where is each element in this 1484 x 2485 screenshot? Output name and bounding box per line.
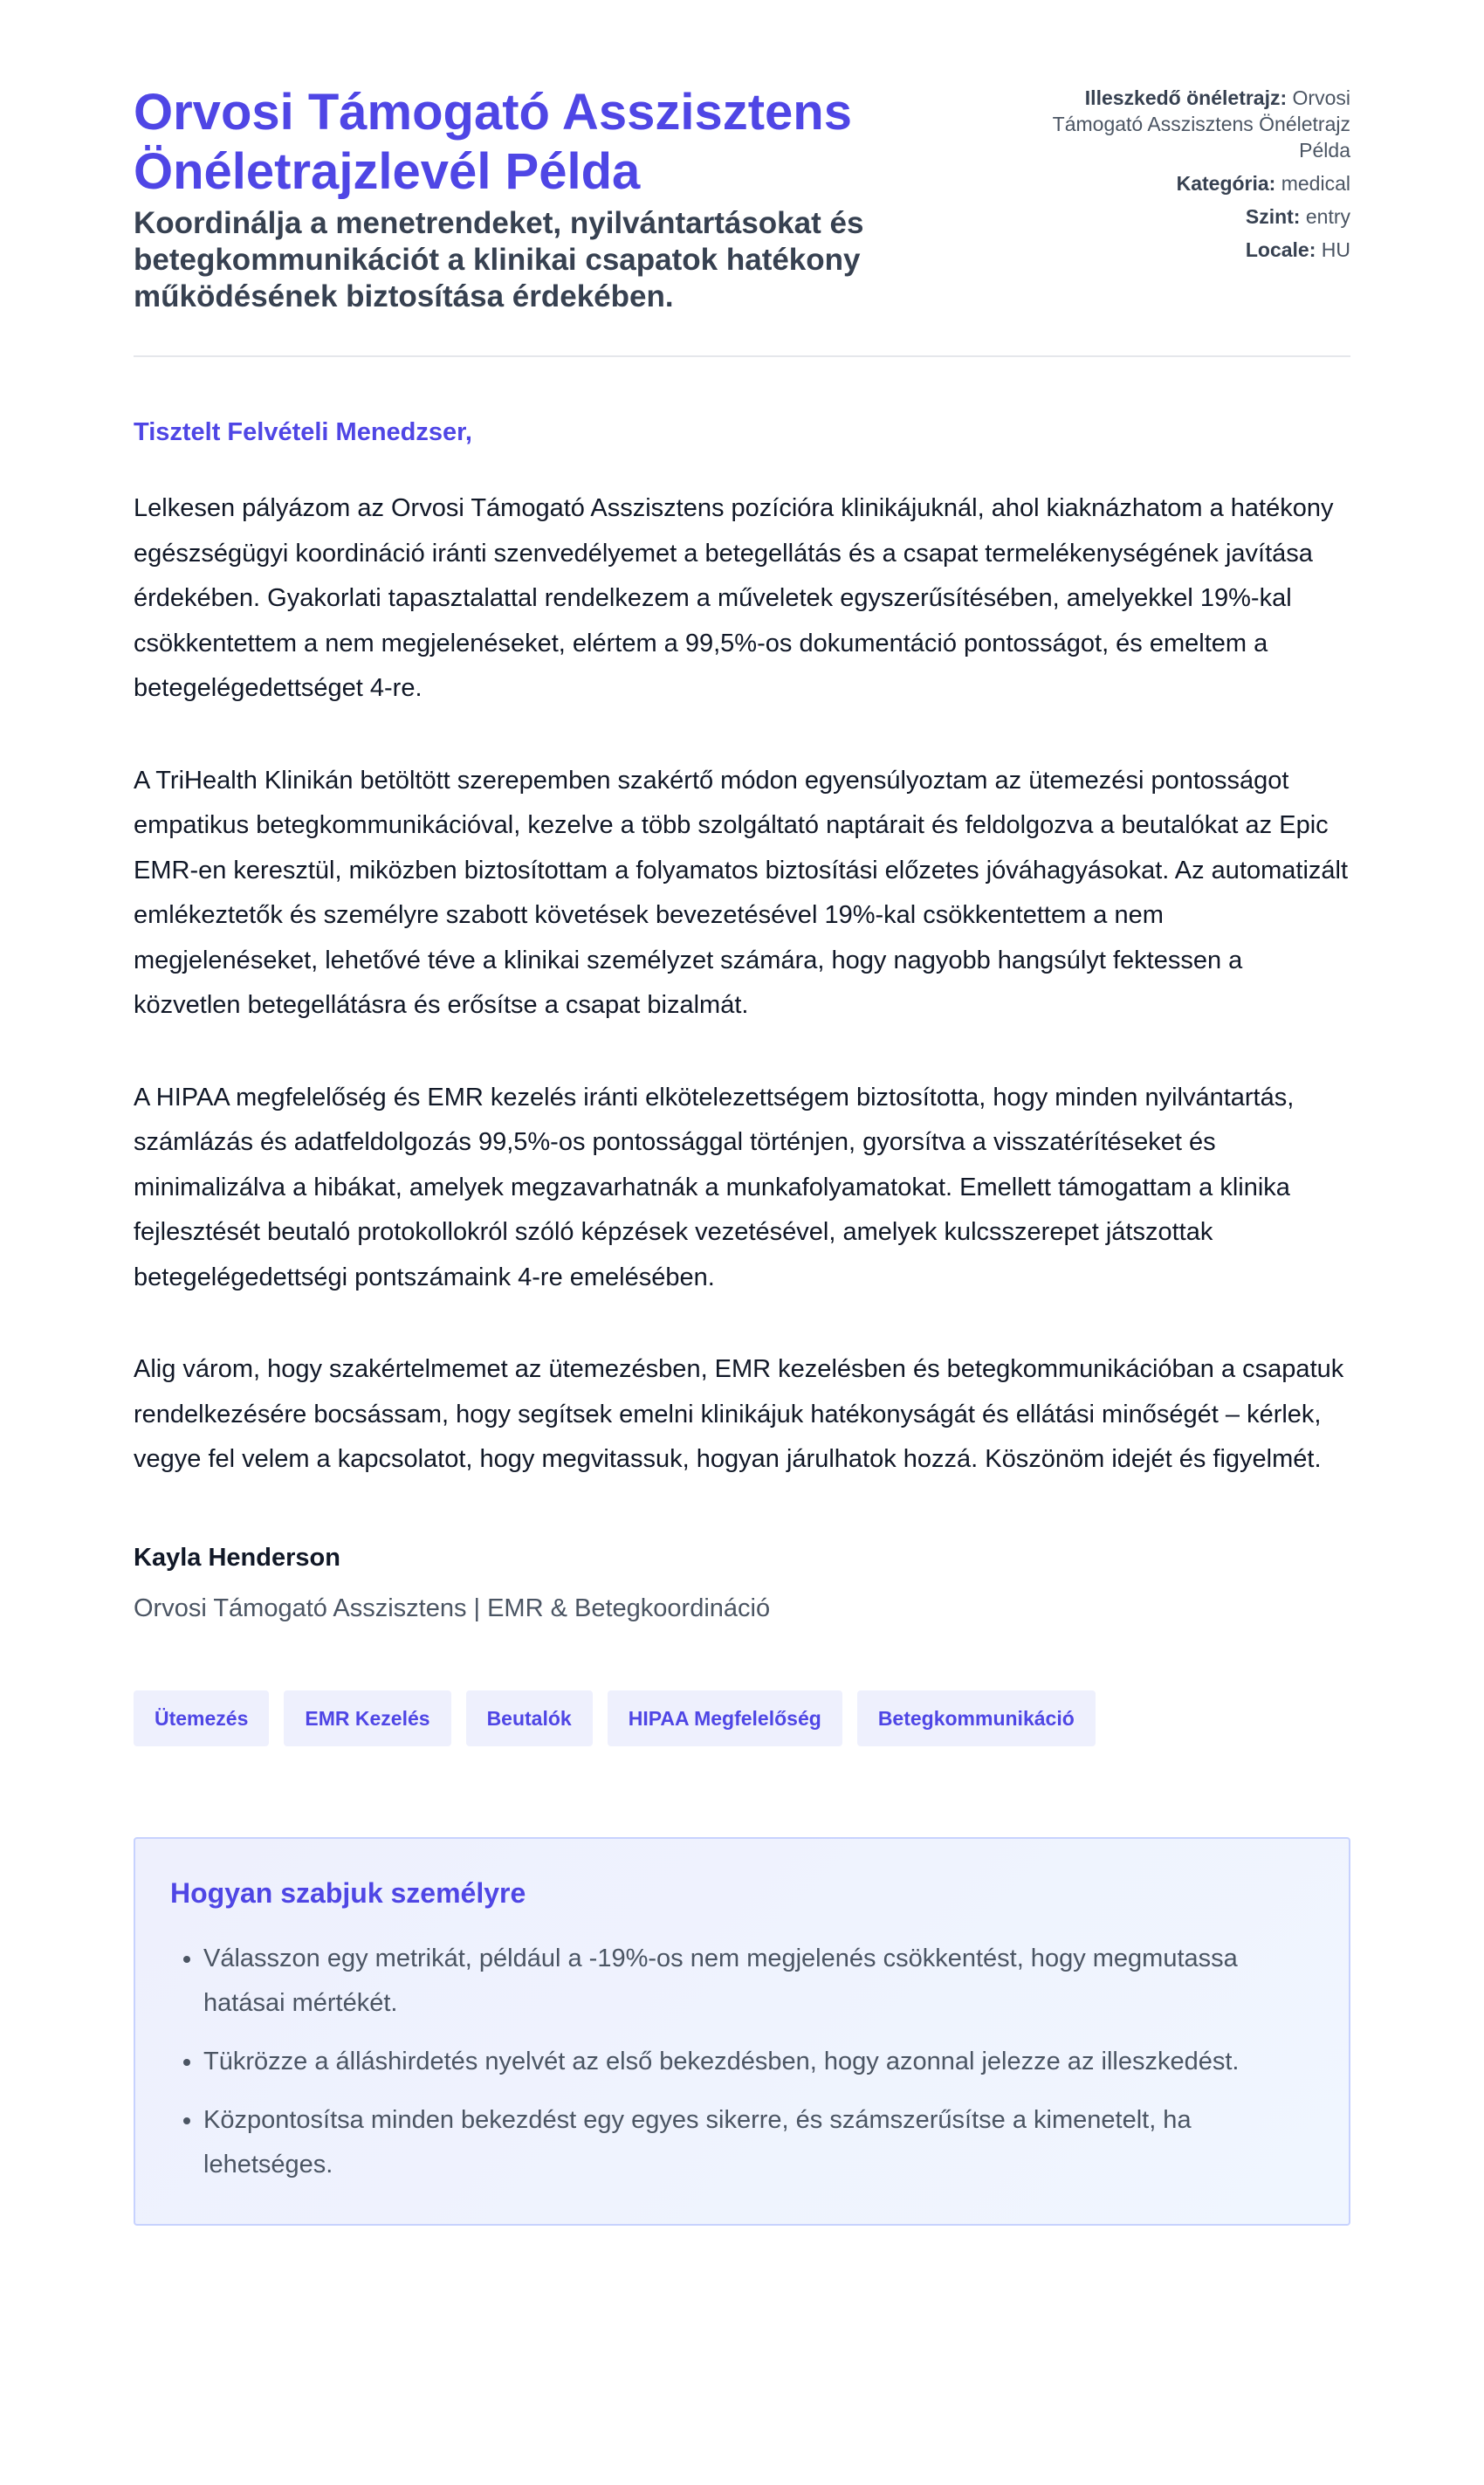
- letter-paragraph: Lelkesen pályázom az Orvosi Támogató Asszisztens pozícióra klinikájuknál, ahol kiaknázhatom a hatékony egészségügyi koordináció iránti szenvedélyemet a betegellátás és a csapat termelékenységének javítása érdekében. Gyakorlati tapasztalattal rendelkezem a műveletek egyszerűsítésében, amelyekkel 19%-kal csökkentettem a nem megjelenéseket, elértem a 99,5%-os dokumentáció pontosságot, és emeltem a betegelégedettséget 4-re.: [134, 494, 1334, 702]
- meta-category-label: Kategória:: [1176, 172, 1276, 195]
- letter-salutation: Tisztelt Felvételi Menedzser,: [134, 418, 472, 446]
- skill-tags: [134, 1690, 1350, 1746]
- meta-matching-resume: [1036, 85, 1350, 163]
- tip-item: • Központosítsa minden bekezdést egy egyes sikerre, és számszerűsítse a kimenetelt, ha lehetséges.: [203, 2098, 1314, 2187]
- meta-level-label: Szint:: [1245, 205, 1301, 228]
- letter-paragraph: Alig várom, hogy szakértelmemet az ütemezésben, EMR kezelésben és betegkommunikációban a csapatuk rendelkezésére bocsássam, hogy segítsek emelni klinikájuk hatékonyságát és ellátási minőségét – kérlek, vegye fel velem a kapcsolatot, hogy megvitassuk, hogyan járulhatok hozzá. Köszönöm idejét és figyelmét.: [134, 1355, 1344, 1473]
- signature-name: Kayla Henderson: [134, 1543, 340, 1572]
- meta-matching-resume-value: Orvosi Támogató Asszisztens Önéletrajz Példa: [1052, 86, 1350, 162]
- signature-title: Orvosi Támogató Asszisztens | EMR & Betegkoordináció: [134, 1594, 771, 1622]
- customization-tips-box: [134, 1837, 1350, 2226]
- page-header: [134, 83, 1350, 357]
- meta-category-value: medical: [1281, 172, 1350, 195]
- meta-panel: [1036, 83, 1350, 270]
- tip-item: • Válasszon egy metrikát, például a -19%-os nem megjelenés csökkentést, hogy megmutassa hatásai mértékét.: [203, 1937, 1314, 2026]
- letter-paragraph: A TriHealth Klinikán betöltött szerepemben szakértő módon egyensúlyoztam az ütemezési pontosságot empatikus betegkommunikációval, kezelve a több szolgáltató naptárait és feldolgozva a beutalókat az Epic EMR-en keresztül, miközben biztosítottam a folyamatos biztosítási előzetes jóváhagyásokat. Az automatizált emlékeztetők és személyre szabott követések bevezetésével 19%-kal csökkentettem a nem megjelenéseket, lehetővé téve a klinikai személyzet számára, hogy nagyobb hangsúlyt fektessen a közvetlen betegellátásra és erősítse a csapat bizalmát.: [134, 766, 1349, 1019]
- skill-tag: HIPAA Megfelelőség: [608, 1690, 842, 1746]
- meta-matching-resume-label: Illeszkedő önéletrajz:: [1084, 86, 1288, 109]
- title-block: [134, 83, 919, 315]
- letter-body: [134, 486, 1350, 1483]
- page-subtitle: Koordinálja a menetrendeket, nyilvántartásokat és betegkommunikációt a klinikai csapatok hatékony működésének biztosítása érdekében.: [134, 206, 864, 313]
- tips-list: [170, 1937, 1314, 2187]
- tips-title: Hogyan szabjuk személyre: [170, 1876, 526, 1909]
- signature-block: [134, 1542, 1350, 1624]
- skill-tag: Beutalók: [466, 1690, 593, 1746]
- skill-tag: Ütemezés: [134, 1690, 269, 1746]
- meta-locale-label: Locale:: [1245, 238, 1316, 261]
- page-title: Orvosi Támogató Asszisztens Önéletrajzlevél Példa: [134, 84, 852, 200]
- meta-level: [1036, 203, 1350, 230]
- tip-item: • Tükrözze a álláshirdetés nyelvét az első bekezdésben, hogy azonnal jelezze az illeszkedést.: [203, 2040, 1314, 2084]
- meta-level-value: entry: [1305, 205, 1350, 228]
- meta-locale-value: HU: [1321, 238, 1350, 261]
- skill-tag: EMR Kezelés: [284, 1690, 450, 1746]
- meta-locale: [1036, 237, 1350, 263]
- skill-tag: Betegkommunikáció: [857, 1690, 1096, 1746]
- meta-category: [1036, 170, 1350, 196]
- letter-paragraph: A HIPAA megfelelőség és EMR kezelés iránti elkötelezettségem biztosította, hogy minden nyilvántartás, számlázás és adatfeldolgozás 99,5%-os pontossággal történjen, gyorsítva a visszatérítéseket és minimalizálva a hibákat, amelyek megzavarhatnák a munkafolyamatokat. Emellett támogattam a klinika fejlesztését beutaló protokollokról szóló képzések vezetésével, amelyek kulcsszerepet játszottak betegelégedettségi pontszámaink 4-re emelésében.: [134, 1083, 1295, 1291]
